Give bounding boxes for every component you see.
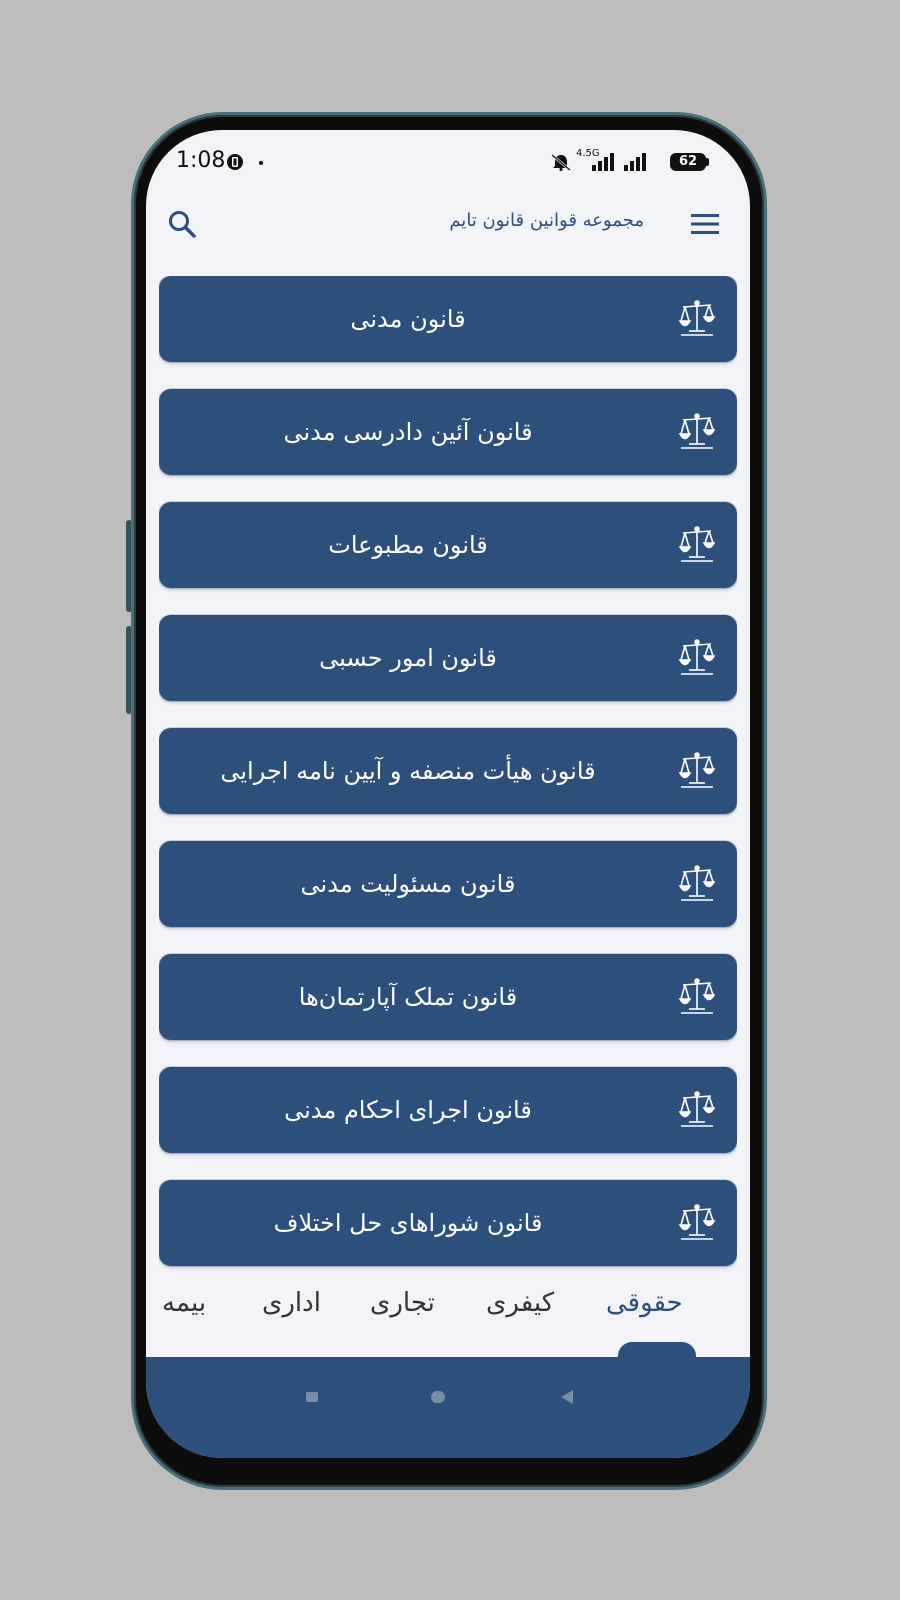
scales-of-justice-icon: [677, 411, 717, 451]
app-screen: [146, 130, 750, 1458]
notification-icon: [226, 153, 244, 171]
scales-of-justice-icon: [677, 750, 717, 790]
tab-civil[interactable]: حقوقی: [606, 1288, 683, 1318]
law-list: [159, 276, 737, 1430]
law-item-press[interactable]: [159, 502, 737, 588]
tab-administrative[interactable]: اداری: [262, 1288, 321, 1318]
scales-of-justice-icon: [677, 1202, 717, 1242]
tab-commercial[interactable]: تجاری: [370, 1288, 435, 1318]
law-item-enforcement[interactable]: [159, 1067, 737, 1153]
scales-of-justice-icon: [677, 976, 717, 1016]
law-item-non-contentious[interactable]: [159, 615, 737, 701]
app-title: مجموعه قوانین قانون تایم: [449, 210, 644, 231]
law-item-label: قانون آئین دادرسی مدنی: [283, 418, 533, 446]
law-item-label: قانون هیأت منصفه و آیین نامه اجرایی: [220, 757, 596, 785]
system-navigation-bar: [146, 1357, 750, 1458]
battery-tip: [706, 158, 709, 166]
dot-icon: [252, 153, 270, 171]
law-item-civil-liability[interactable]: [159, 841, 737, 927]
law-item-label: قانون مطبوعات: [328, 531, 488, 559]
law-item-label: قانون اجرای احکام مدنی: [284, 1096, 532, 1124]
signal-bars-icon-2: [622, 153, 648, 171]
muted-bell-icon: [550, 153, 572, 171]
law-item-civil[interactable]: [159, 276, 737, 362]
law-item-label: قانون مدنی: [350, 305, 466, 333]
law-item-dispute-councils[interactable]: [159, 1180, 737, 1266]
network-type-label: 4.5G: [576, 148, 600, 159]
scales-of-justice-icon: [677, 298, 717, 338]
tab-criminal[interactable]: کیفری: [486, 1288, 555, 1318]
law-item-apartment-ownership[interactable]: [159, 954, 737, 1040]
status-time: 1:08: [176, 148, 226, 173]
signal-bars-icon: [590, 153, 616, 171]
law-item-civil-procedure[interactable]: [159, 389, 737, 475]
status-bar: [146, 130, 750, 200]
scales-of-justice-icon: [677, 863, 717, 903]
scales-of-justice-icon: [677, 1089, 717, 1129]
tab-insurance[interactable]: بیمه: [162, 1288, 207, 1318]
search-icon[interactable]: [166, 208, 198, 240]
home-icon[interactable]: [431, 1391, 445, 1403]
back-icon[interactable]: [561, 1390, 573, 1404]
scales-of-justice-icon: [677, 637, 717, 677]
battery-indicator: 62: [670, 153, 706, 171]
law-item-jury[interactable]: [159, 728, 737, 814]
law-item-label: قانون امور حسبی: [319, 644, 497, 672]
law-item-label: قانون تملک آپارتمان‌ها: [298, 983, 518, 1011]
hamburger-menu-icon[interactable]: [689, 210, 721, 238]
recent-apps-icon[interactable]: [306, 1392, 318, 1402]
law-item-label: قانون مسئولیت مدنی: [300, 870, 516, 898]
law-item-label: قانون شوراهای حل اختلاف: [273, 1209, 543, 1237]
scales-of-justice-icon: [677, 524, 717, 564]
